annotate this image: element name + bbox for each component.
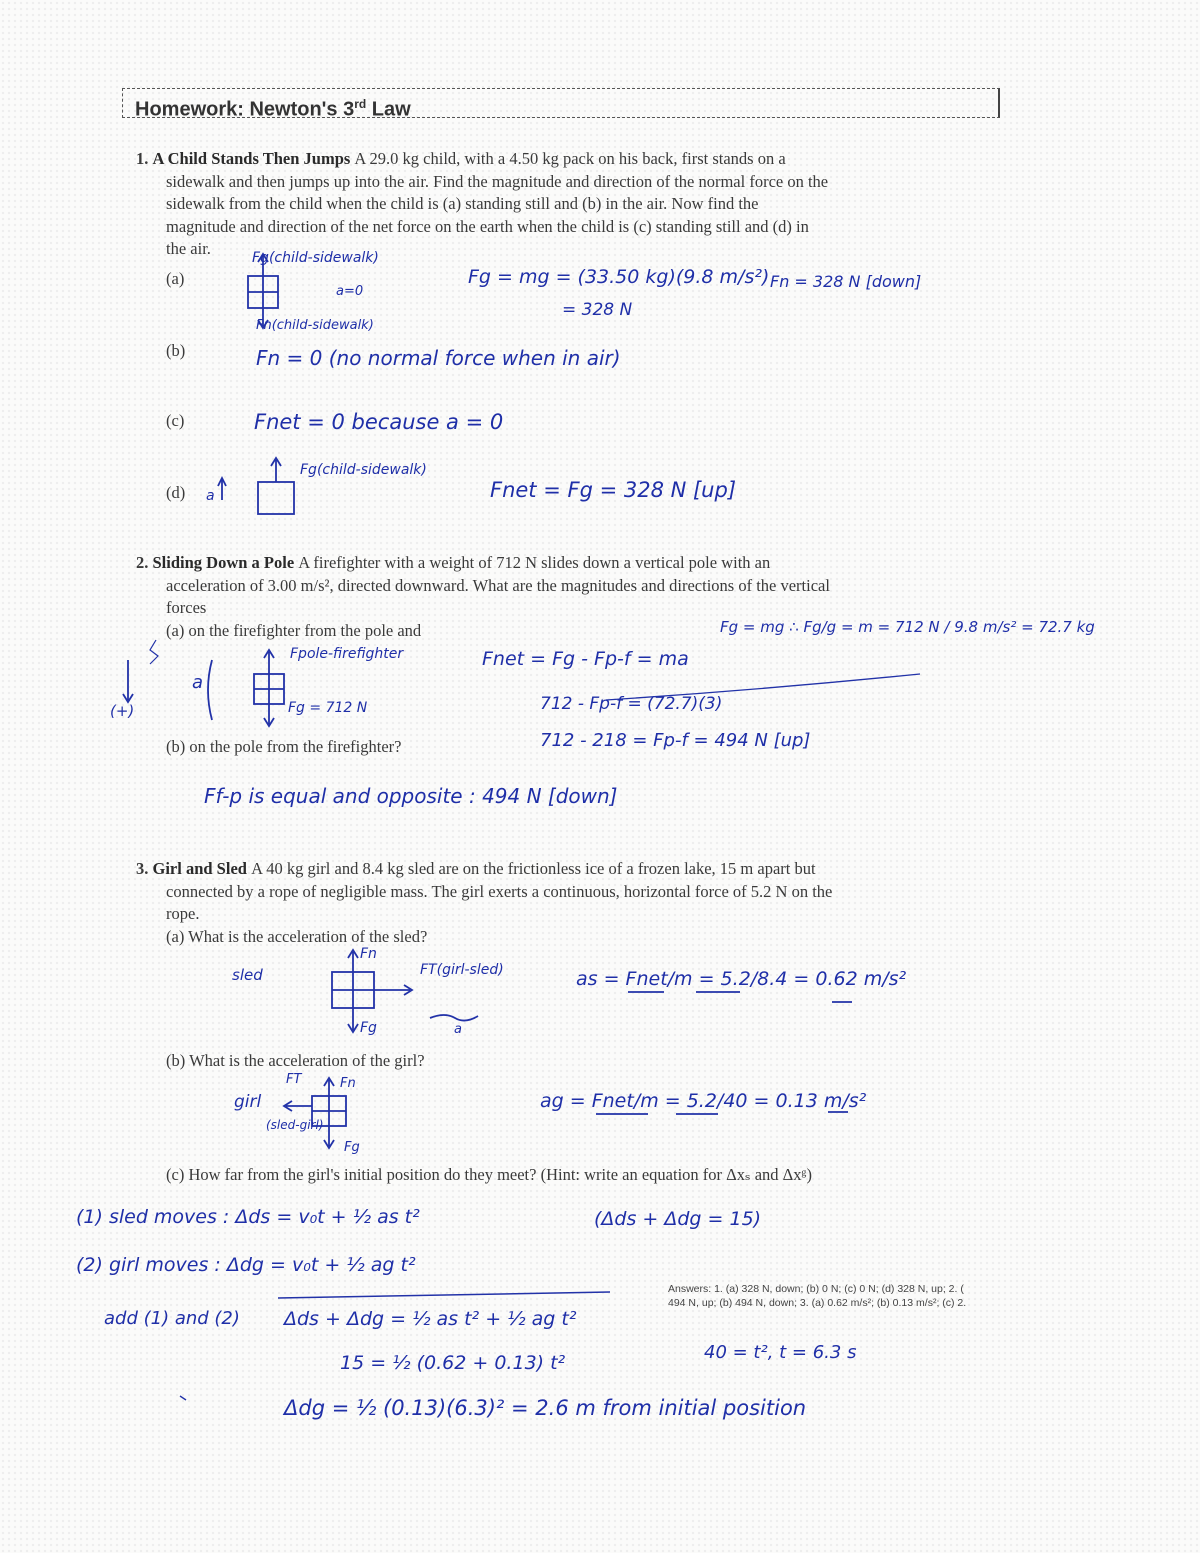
q2-heading: Sliding Down a Pole [152, 553, 295, 572]
q1a-fbd-accel-label: a=0 [336, 284, 364, 299]
q3a-tension-label: FT(girl-sled) [420, 962, 504, 978]
q3b-tension-label: FT [286, 1072, 302, 1087]
q3b-girl-label: girl [234, 1092, 262, 1112]
q1b-answer: Fn = 0 (no normal force when in air) [256, 346, 621, 370]
answer-key-line-2: 494 N, up; (b) 494 N, down; 3. (a) 0.62 m/s²; (b) 0.13 m/s²; (c) 2. [668, 1297, 967, 1309]
q1a-answer: Fn = 328 N [down] [770, 272, 922, 291]
q2-equation-3: 712 - 218 = Fp-f = 494 N [up] [540, 730, 811, 751]
q3a-accel-label: a [454, 1022, 462, 1037]
q1-heading: A Child Stands Then Jumps [152, 149, 351, 168]
q1-part-d: (d) [166, 483, 186, 502]
q1d-fbd-box [258, 482, 294, 514]
q3b-weight-label: Fg [344, 1140, 360, 1155]
q2-line-2: acceleration of 3.00 m/s², directed downward. What are the magnitudes and directions of the vertical [166, 575, 830, 595]
q1c-answer: Fnet = 0 because a = 0 [254, 410, 504, 434]
q3-heading: Girl and Sled [152, 859, 247, 878]
q3c-step-4: Δds + Δdg = ½ as t² + ½ ag t² [284, 1308, 577, 1330]
q1a-fbd-bottom-label: Fn(child-sidewalk) [256, 318, 374, 333]
q1-line-2: sidewalk and then jumps up into the air. Find the magnitude and direction of the normal force on the [166, 171, 829, 191]
q1a-fbd-top-label: Fg(child-sidewalk) [252, 250, 379, 266]
q3c-final-answer: Δdg = ½ (0.13)(6.3)² = 2.6 m from initial position [284, 1396, 807, 1420]
q2-part-b: (b) on the pole from the firefighter? [166, 737, 402, 756]
page-title: Homework: Newton's 3rd Law [122, 88, 1000, 118]
q1d-accel-label: a [206, 488, 215, 504]
q3-line-2: connected by a rope of negligible mass. The girl exerts a continuous, horizontal force of 5.2 N on the [166, 881, 833, 901]
q3a-fbd-bottom-label: Fg [360, 1020, 377, 1036]
q3a-sled-label: sled [232, 966, 263, 984]
answer-key-line-1: Answers: 1. (a) 328 N, down; (b) 0 N; (c) 0 N; (d) 328 N, up; 2. ( [668, 1283, 964, 1295]
q3c-step-5: 15 = ½ (0.62 + 0.13) t² [340, 1352, 566, 1374]
q3-part-b: (b) What is the acceleration of the girl? [166, 1051, 425, 1070]
q1a-equation: Fg = mg = (33.50 kg)(9.8 m/s²) [468, 266, 770, 288]
q3c-step-2: (2) girl moves : Δdg = v₀t + ½ ag t² [76, 1254, 416, 1276]
q1-part-a: (a) [166, 269, 185, 288]
q1-number: 1. [136, 149, 149, 168]
q2-mass-calc: Fg = mg ∴ Fg/g = m = 712 N / 9.8 m/s² = 72.7 kg [720, 618, 1095, 636]
q3c-step-1: (1) sled moves : Δds = v₀t + ½ as t² [76, 1206, 420, 1228]
q2b-answer: Ff-p is equal and opposite : 494 N [down] [204, 784, 618, 808]
q1-line-3: sidewalk from the child when the child is (a) standing still and (b) in the air. Now find the [166, 194, 759, 213]
q3b-normal-label: Fn [340, 1076, 356, 1091]
q1d-fbd-label: Fg(child-sidewalk) [300, 462, 427, 478]
q1-part-c: (c) [166, 411, 185, 430]
q3-part-c: (c) How far from the girl's initial position do they meet? (Hint: write an equation for Δxₛ and Δxᵍ) [166, 1165, 812, 1184]
q3a-equation: as = Fnet/m = 5.2/8.4 = 0.62 m/s² [576, 968, 907, 990]
q3-line-1: 3. Girl and Sled A 40 kg girl and 8.4 kg sled are on the frictionless ice of a frozen lake, 15 m apart but [136, 859, 816, 878]
q2-line-1: 2. Sliding Down a Pole A firefighter with a weight of 712 N slides down a vertical pole with an [136, 553, 771, 572]
q3-part-a: (a) What is the acceleration of the sled? [166, 927, 428, 946]
q1a-result: = 328 N [562, 300, 633, 320]
q2-fbd-bottom-label: Fg = 712 N [288, 700, 368, 716]
q3b-pair-label: (sled-girl) [266, 1118, 324, 1132]
q1-part-b: (b) [166, 341, 186, 360]
q2-line-3: forces [166, 598, 207, 617]
q2-accel-label: a [192, 672, 204, 693]
q2-part-a: (a) on the firefighter from the pole and [166, 621, 422, 640]
q1-line-5: the air. [166, 239, 211, 258]
q3c-step-3: add (1) and (2) [104, 1308, 240, 1329]
q3c-step-6: 40 = t², t = 6.3 s [704, 1342, 857, 1363]
q2-equation-2: 712 - Fp-f = (72.7)(3) [540, 694, 723, 714]
q1d-answer: Fnet = Fg = 328 N [up] [490, 478, 737, 502]
q3c-constraint: (Δds + Δdg = 15) [594, 1208, 762, 1230]
q3a-fbd-top-label: Fn [360, 946, 377, 962]
q3-line-3: rope. [166, 904, 200, 923]
q1-line-4: magnitude and direction of the net force on the earth when the child is (c) standing still and (d) in [166, 216, 809, 236]
q3b-equation: ag = Fnet/m = 5.2/40 = 0.13 m/s² [540, 1090, 867, 1112]
q2-fbd-top-label: Fpole-firefighter [290, 646, 404, 662]
q1-line-1: 1. A Child Stands Then Jumps A 29.0 kg child, with a 4.50 kg pack on his back, first stands on a [136, 149, 786, 168]
q2-equation-1: Fnet = Fg - Fp-f = ma [482, 648, 689, 670]
q2-sign-convention: (+) [110, 702, 135, 720]
